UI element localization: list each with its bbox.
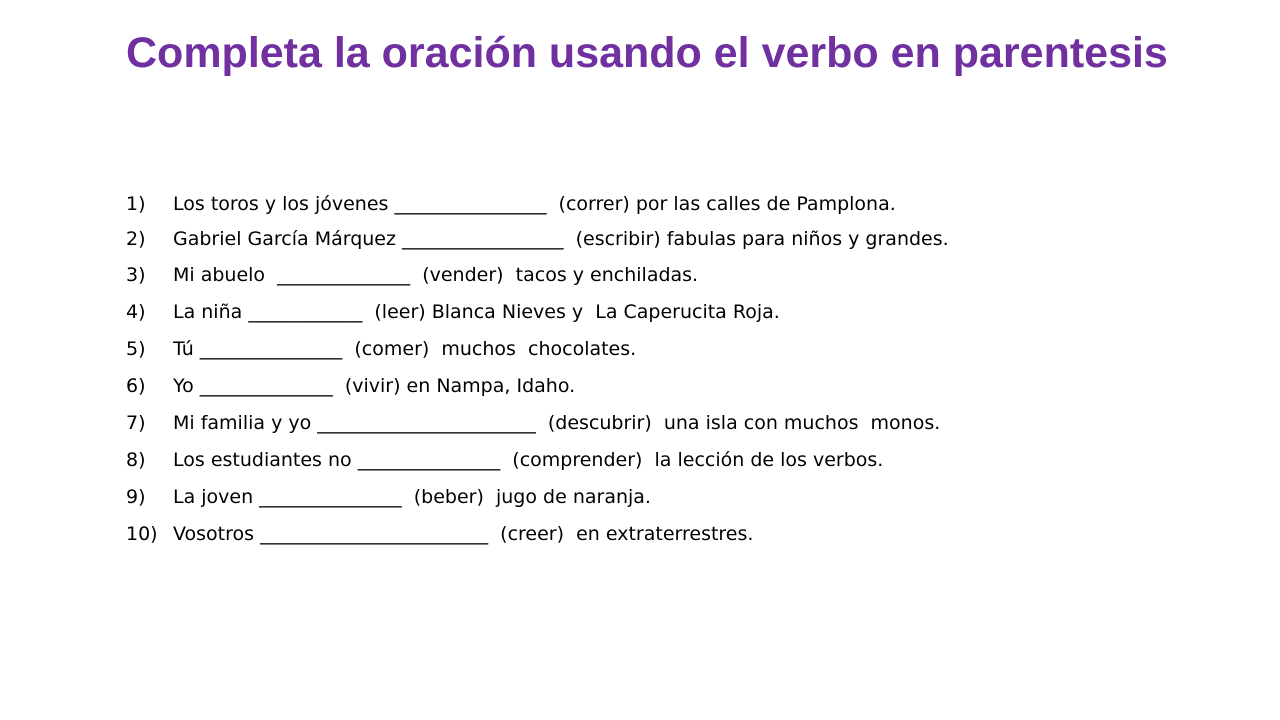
item-text: Los estudiantes no _______________ (comprender) la lección de los verbos. [173, 449, 884, 471]
item-text: Gabriel García Márquez _________________ (escribir) fabulas para niños y grandes. [173, 228, 949, 250]
item-number: 8) [126, 449, 146, 471]
list-item [126, 411, 1166, 435]
item-number: 7) [126, 412, 146, 434]
item-text: La niña ____________ (leer) Blanca Nieves y La Caperucita Roja. [173, 301, 780, 323]
list-item [126, 485, 1166, 509]
item-number: 3) [126, 264, 146, 286]
list-item [126, 192, 1166, 216]
list-item [126, 374, 1166, 398]
list-item [126, 448, 1166, 472]
item-text: Mi abuelo ______________ (vender) tacos y enchiladas. [173, 264, 699, 286]
list-item [126, 522, 1166, 546]
list-item [126, 229, 1166, 250]
item-text: Vosotros ________________________ (creer) en extraterrestres. [173, 523, 754, 545]
item-number: 1) [126, 193, 146, 215]
item-number: 2) [126, 228, 146, 250]
item-number: 9) [126, 486, 146, 508]
list-item [126, 300, 1166, 324]
item-text: Los toros y los jóvenes ________________ (correr) por las calles de Pamplona. [173, 193, 896, 215]
item-text: Mi familia y yo _______________________ (descubrir) una isla con muchos monos. [173, 412, 941, 434]
item-text: Yo ______________ (vivir) en Nampa, Idaho. [173, 375, 576, 397]
list-item [126, 263, 1166, 287]
item-number: 10) [126, 523, 158, 545]
list-item [126, 337, 1166, 361]
item-text: La joven _______________ (beber) jugo de naranja. [173, 486, 651, 508]
item-text: Tú _______________ (comer) muchos chocolates. [173, 338, 637, 360]
exercise-list [126, 192, 1166, 559]
slide-title: Completa la oración usando el verbo en parentesis [126, 29, 1168, 77]
item-number: 4) [126, 301, 146, 323]
item-number: 6) [126, 375, 146, 397]
item-number: 5) [126, 338, 146, 360]
